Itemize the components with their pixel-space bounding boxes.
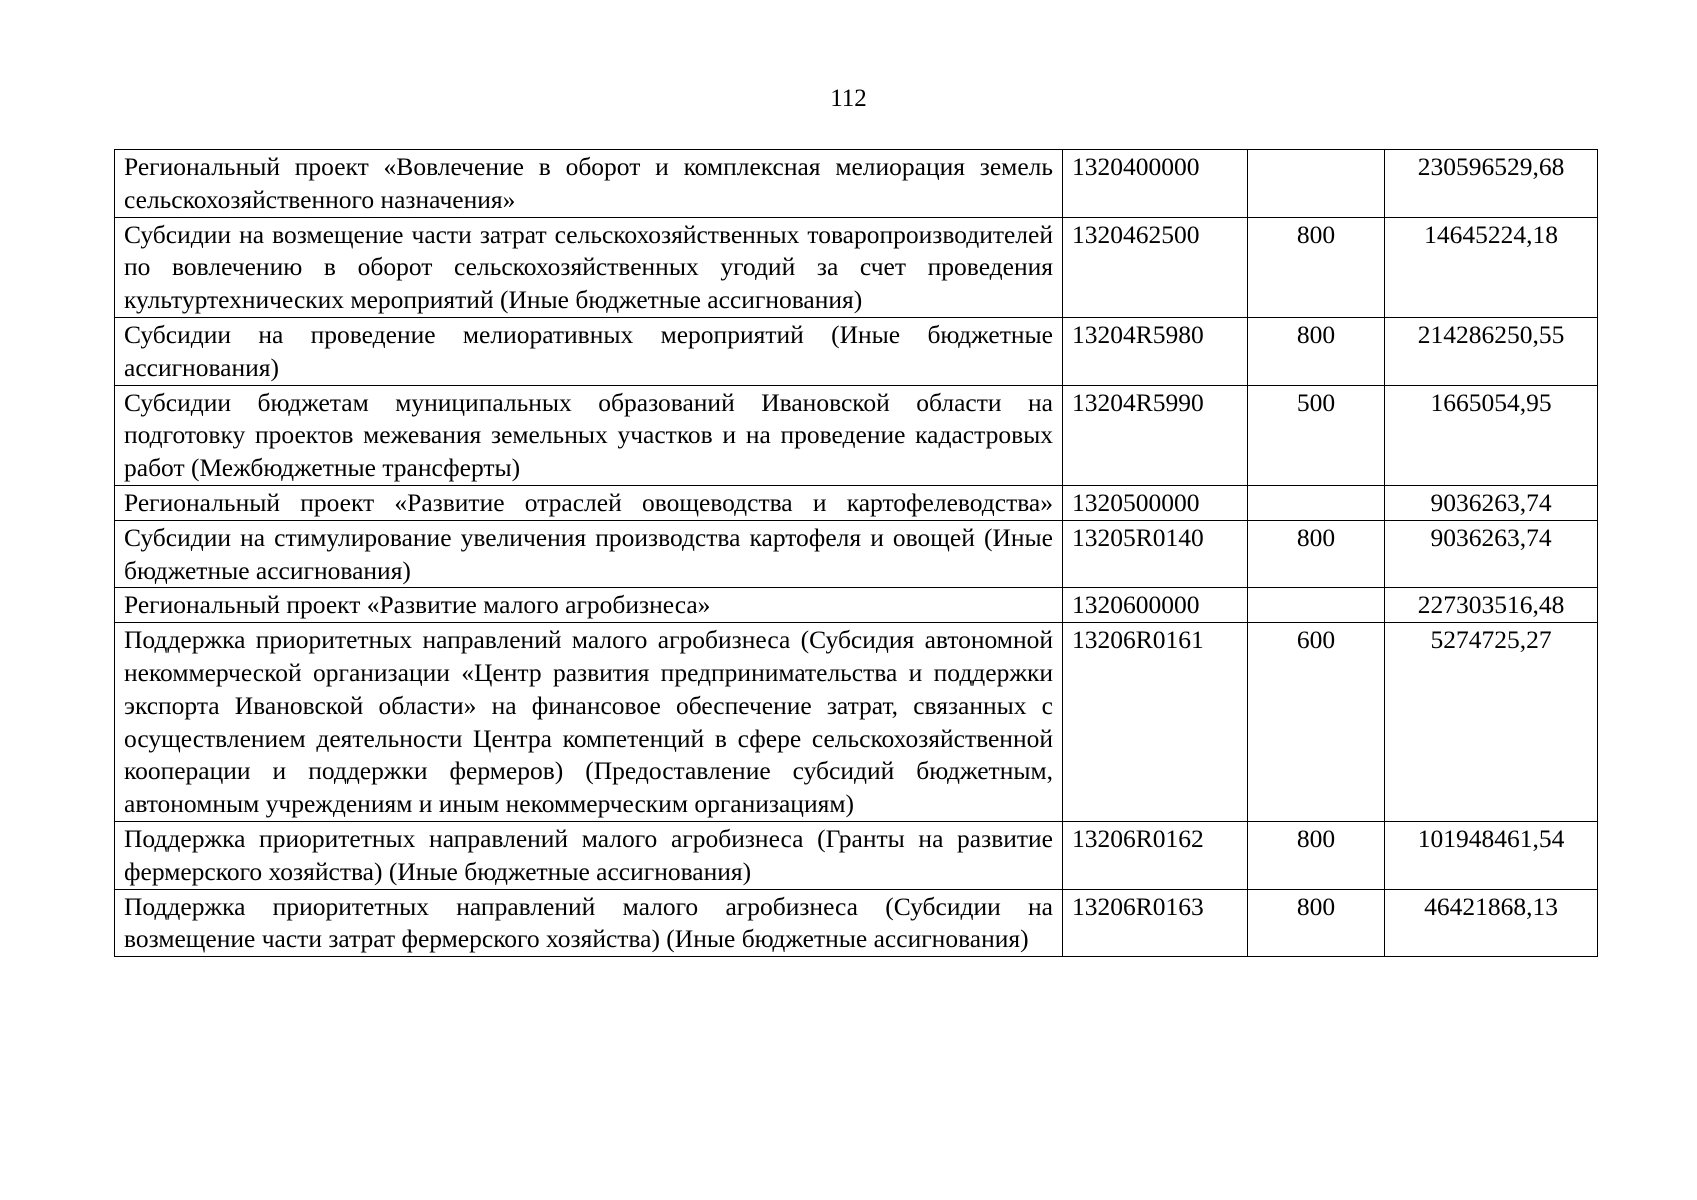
target-code-cell: 1320462500 xyxy=(1063,217,1248,317)
table-row xyxy=(115,588,1598,623)
target-code-cell: 13204R5990 xyxy=(1063,385,1248,485)
table-row xyxy=(115,485,1598,520)
target-code-cell: 13206R0162 xyxy=(1063,821,1248,889)
table-row xyxy=(115,520,1598,588)
target-code-cell: 1320500000 xyxy=(1063,485,1248,520)
expense-type-cell xyxy=(1248,150,1385,218)
amount-cell: 9036263,74 xyxy=(1385,485,1598,520)
target-code-cell: 13206R0161 xyxy=(1063,623,1248,822)
amount-cell: 46421868,13 xyxy=(1385,889,1598,957)
page-number: 112 xyxy=(830,85,867,112)
table-row xyxy=(115,150,1598,218)
target-code-cell: 1320600000 xyxy=(1063,588,1248,623)
amount-cell: 9036263,74 xyxy=(1385,520,1598,588)
expense-type-cell: 800 xyxy=(1248,217,1385,317)
item-name-cell: Региональный проект «Развитие отраслей овощеводства и картофелеводства» xyxy=(115,485,1063,520)
expense-type-cell: 600 xyxy=(1248,623,1385,822)
item-name-cell: Субсидии на возмещение части затрат сельскохозяйственных товаропроизводителей по вовлечению в оборот сельскохозяйственных угодий за счет проведения культуртехнических мероприятий (Иные бюджетные ассигнования) xyxy=(115,217,1063,317)
amount-cell: 227303516,48 xyxy=(1385,588,1598,623)
target-code-cell: 13204R5980 xyxy=(1063,317,1248,385)
table-row xyxy=(115,217,1598,317)
table-row xyxy=(115,889,1598,957)
expense-type-cell: 800 xyxy=(1248,520,1385,588)
expense-type-cell xyxy=(1248,588,1385,623)
item-name-cell: Субсидии на стимулирование увеличения производства картофеля и овощей (Иные бюджетные ассигнования) xyxy=(115,520,1063,588)
expense-type-cell: 800 xyxy=(1248,889,1385,957)
target-code-cell: 1320400000 xyxy=(1063,150,1248,218)
table-row xyxy=(115,821,1598,889)
table-row xyxy=(115,385,1598,485)
amount-cell: 1665054,95 xyxy=(1385,385,1598,485)
budget-table xyxy=(114,149,1598,957)
table-row xyxy=(115,317,1598,385)
expense-type-cell: 800 xyxy=(1248,821,1385,889)
amount-cell: 230596529,68 xyxy=(1385,150,1598,218)
amount-cell: 5274725,27 xyxy=(1385,623,1598,822)
item-name-cell: Региональный проект «Развитие малого агробизнеса» xyxy=(115,588,1063,623)
item-name-cell: Субсидии бюджетам муниципальных образований Ивановской области на подготовку проектов межевания земельных участков и на проведение кадастровых работ (Межбюджетные трансферты) xyxy=(115,385,1063,485)
target-code-cell: 13206R0163 xyxy=(1063,889,1248,957)
item-name-cell: Субсидии на проведение мелиоративных мероприятий (Иные бюджетные ассигнования) xyxy=(115,317,1063,385)
item-name-cell: Поддержка приоритетных направлений малого агробизнеса (Гранты на развитие фермерского хозяйства) (Иные бюджетные ассигнования) xyxy=(115,821,1063,889)
item-name-cell: Поддержка приоритетных направлений малого агробизнеса (Субсидия автономной некоммерческой организации «Центр развития предпринимательства и поддержки экспорта Ивановской области» на финансовое обеспечение затрат, связанных с осуществлением деятельности Центра компетенций в сфере сельскохозяйственной кооперации и поддержки фермеров) (Предоставление субсидий бюджетным, автономным учреждениям и иным некоммерческим организациям) xyxy=(115,623,1063,822)
item-name-cell: Региональный проект «Вовлечение в оборот и комплексная мелиорация земель сельскохозяйственного назначения» xyxy=(115,150,1063,218)
expense-type-cell xyxy=(1248,485,1385,520)
amount-cell: 14645224,18 xyxy=(1385,217,1598,317)
target-code-cell: 13205R0140 xyxy=(1063,520,1248,588)
amount-cell: 101948461,54 xyxy=(1385,821,1598,889)
expense-type-cell: 500 xyxy=(1248,385,1385,485)
expense-type-cell: 800 xyxy=(1248,317,1385,385)
amount-cell: 214286250,55 xyxy=(1385,317,1598,385)
table-row xyxy=(115,623,1598,822)
item-name-cell: Поддержка приоритетных направлений малого агробизнеса (Субсидии на возмещение части затрат фермерского хозяйства) (Иные бюджетные ассигнования) xyxy=(115,889,1063,957)
